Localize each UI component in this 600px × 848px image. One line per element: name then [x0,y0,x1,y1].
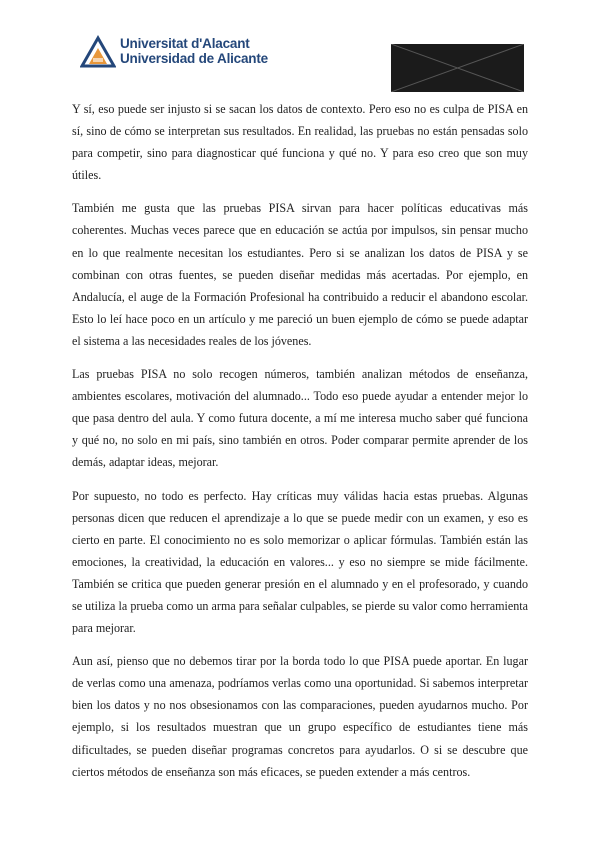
paragraph: Las pruebas PISA no solo recogen números, también analizan métodos de enseñanza, ambientes escolares, motivación del alumnado... Todo eso puede ayudar a entender mejor lo que pasa dentro del aula. Y como futura docente, a mí me interesa mucho saber qué funciona y qué no, no solo en mi país, sino también en otros. Poder comparar permite aprender de los demás, adaptar ideas, mejorar. [72,367,528,470]
image-placeholder-icon [391,44,524,92]
paragraph: Por supuesto, no todo es perfecto. Hay críticas muy válidas hacia estas pruebas. Algunas personas dicen que reducen el aprendizaje a lo que se puede medir con un examen, y eso es cierto en parte. El conocimiento no es solo memorizar o aplicar fórmulas. También están las emociones, la creatividad, la educación en valores... y eso no siempre se mide fácilmente. También se critica que pueden generar presión en el alumnado y en el profesorado, y cuando se utiliza la prueba como un arma para señalar culpables, se pierde su valor como herramienta para mejorar. [72,488,528,636]
university-name-es: Universidad de Alicante [120,51,268,66]
image-placeholder [391,44,524,92]
ua-logo-icon [80,34,116,68]
page-header [80,34,540,92]
document-body [72,98,528,794]
paragraph: También me gusta que las pruebas PISA sirvan para hacer políticas educativas más coherentes. Muchas veces parece que en educación se actúa por impulsos, sin pensar mucho en lo que realmente necesitan los estudiantes. Pero si se analizan los datos de PISA y se combinan con otras fuentes, se pueden diseñar medidas más acertadas. Por ejemplo, en Andalucía, el auge de la Formación Profesional ha contribuido a reducir el abandono escolar. Esto lo leí hace poco en un artículo y me pareció un buen ejemplo de cómo se puede adaptar el sistema a las necesidades reales de los jóvenes. [72,201,528,348]
paragraph: Aun así, pienso que no debemos tirar por la borda todo lo que PISA puede aportar. En lugar de verlas como una amenaza, podríamos verlas como una oportunidad. Si sabemos interpretar bien los datos y no nos obsesionamos con las comparaciones, pueden ayudarnos mucho. Por ejemplo, si los resultados muestran que un grupo específico de estudiantes tiene más dificultades, se pueden diseñar programas concretos para ayudarlos. O si se descubre que ciertos métodos de enseñanza son más eficaces, se pueden extender a más centros. [72,654,528,779]
university-name-ca: Universitat d'Alacant [120,36,250,51]
university-logo [80,34,268,68]
paragraph: Y sí, eso puede ser injusto si se sacan los datos de contexto. Pero eso no es culpa de PISA en sí, sino de cómo se interpretan sus resultados. En realidad, las pruebas no están pensadas solo para competir, sino para diagnosticar qué funciona y qué no. Y para eso creo que son muy útiles. [72,102,528,183]
